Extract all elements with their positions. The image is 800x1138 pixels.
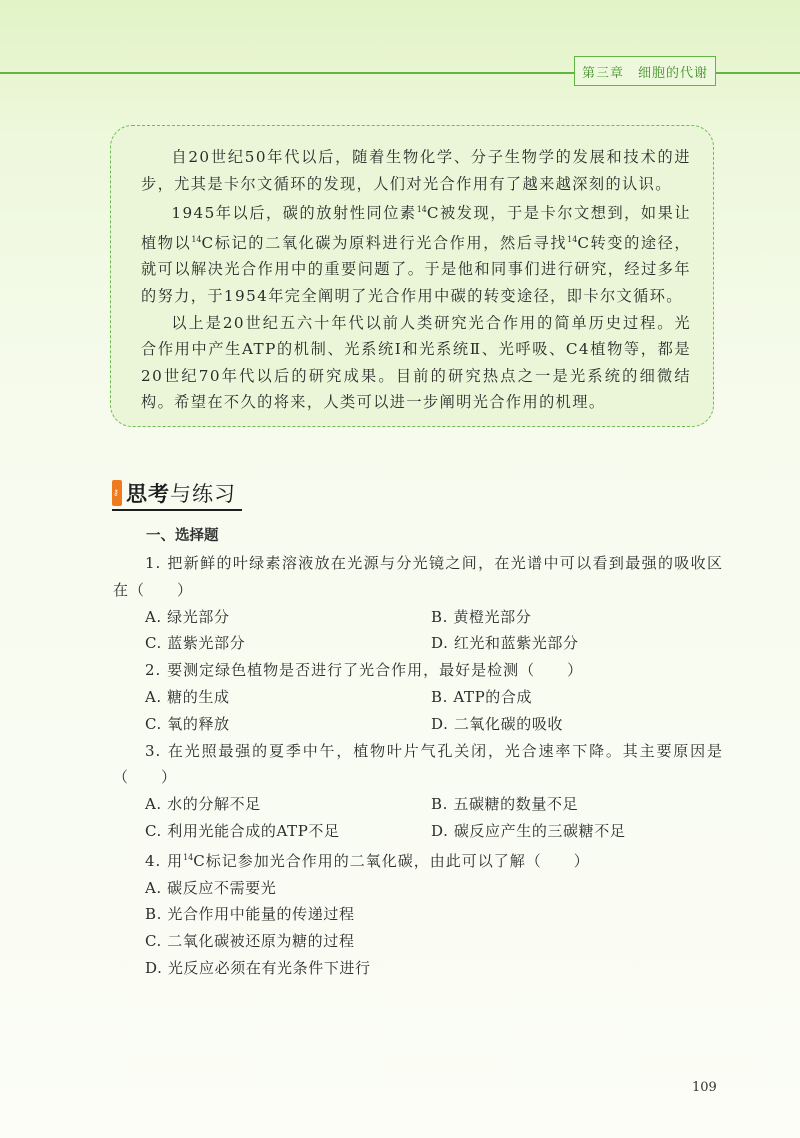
chapter-number: 第三章 bbox=[581, 65, 624, 81]
reading-paragraph-3: 以上是20世纪五六十年代以前人类研究光合作用的简单历史过程。光合作用中产生ATP的机制、光系统Ⅰ和光系统Ⅱ、光呼吸、C4植物等，都是20世纪70年代以后的研究成果。目前的研究热点之一是光系统的细微结构。希望在不久的将来，人类可以进一步阐明光合作用的机理。 bbox=[141, 313, 691, 412]
q4-option-d: D. 光反应必须在有光条件下进行 bbox=[145, 958, 371, 977]
q2-options-row-2 bbox=[113, 711, 723, 738]
q2-option-c: C. 氧的释放 bbox=[145, 714, 230, 733]
q3-option-a: A. 水的分解不足 bbox=[145, 795, 261, 814]
reading-box bbox=[110, 125, 714, 427]
q4-option-a-row bbox=[113, 875, 723, 902]
exercises bbox=[113, 522, 723, 982]
q2-option-a: A. 糖的生成 bbox=[145, 687, 230, 706]
page-header bbox=[0, 46, 800, 96]
q1-options-row-1 bbox=[113, 604, 723, 631]
q4-option-a: A. 碳反应不需要光 bbox=[145, 878, 277, 897]
q2-options-row-1 bbox=[113, 684, 723, 711]
reading-paragraph-2: 1945年以后，碳的放射性同位素$^{14}$C被发现，于是卡尔文想到，如果让植物以$^{14}$C标记的二氧化碳为原料进行光合作用，然后寻找$^{14}$C转变的途径，就可以解决光合作用中的重要问题了。于是他和同事们进行研究，经过多年的努力，于1954年完全阐明了光合作用中碳的转变途径，即卡尔文循环。 bbox=[141, 204, 692, 305]
question-1: 1. 把新鲜的叶绿素溶液放在光源与分光镜之间，在光谱中可以看到最强的吸收区在（ ） bbox=[113, 554, 723, 599]
q2-option-b: B. ATP的合成 bbox=[431, 687, 533, 706]
question-4: 4. 用$^{14}$C标记参加光合作用的二氧化碳，由此可以了解（ ） bbox=[145, 851, 590, 870]
q3-options-row-2 bbox=[113, 818, 723, 845]
title-underline bbox=[112, 509, 242, 511]
q1-option-a: A. 绿光部分 bbox=[145, 607, 230, 626]
reading-paragraph-1: 自20世纪50年代以后，随着生物化学、分子生物学的发展和技术的进步，尤其是卡尔文循环的发现，人们对光合作用有了越来越深刻的认识。 bbox=[141, 148, 691, 193]
title-light: 与练习 bbox=[170, 482, 236, 506]
key-icon: ⚷ bbox=[113, 488, 119, 497]
q1-options-row-2 bbox=[113, 630, 723, 657]
q1-option-c: C. 蓝紫光部分 bbox=[145, 634, 246, 653]
q3-option-c: C. 利用光能合成的ATP不足 bbox=[145, 821, 340, 840]
q4-option-b: B. 光合作用中能量的传递过程 bbox=[145, 905, 355, 924]
q3-option-d: D. 碳反应产生的三碳糖不足 bbox=[431, 821, 626, 840]
chapter-label bbox=[574, 56, 716, 86]
question-2: 2. 要测定绿色植物是否进行了光合作用，最好是检测（ ） bbox=[145, 661, 584, 680]
q4-option-b-row bbox=[113, 901, 723, 928]
exercise-heading: 一、选择题 bbox=[146, 528, 219, 544]
question-3: 3. 在光照最强的夏季中午，植物叶片气孔关闭，光合速率下降。其主要原因是（ ） bbox=[113, 741, 723, 787]
q4-option-c-row bbox=[113, 928, 723, 955]
q4-option-d-row bbox=[113, 955, 723, 982]
q1-option-b: B. 黄橙光部分 bbox=[431, 607, 532, 626]
title-bold: 思考 bbox=[126, 482, 170, 506]
q3-options-row-1 bbox=[113, 791, 723, 818]
q4-option-c: C. 二氧化碳被还原为糖的过程 bbox=[145, 932, 355, 951]
title-marker bbox=[112, 480, 122, 506]
page-number: 109 bbox=[692, 1080, 717, 1095]
q3-option-b: B. 五碳糖的数量不足 bbox=[431, 795, 579, 814]
section-title bbox=[112, 476, 242, 510]
q1-option-d: D. 红光和蓝紫光部分 bbox=[431, 634, 579, 653]
q2-option-d: D. 二氧化碳的吸收 bbox=[431, 714, 564, 733]
chapter-title: 细胞的代谢 bbox=[638, 65, 709, 81]
